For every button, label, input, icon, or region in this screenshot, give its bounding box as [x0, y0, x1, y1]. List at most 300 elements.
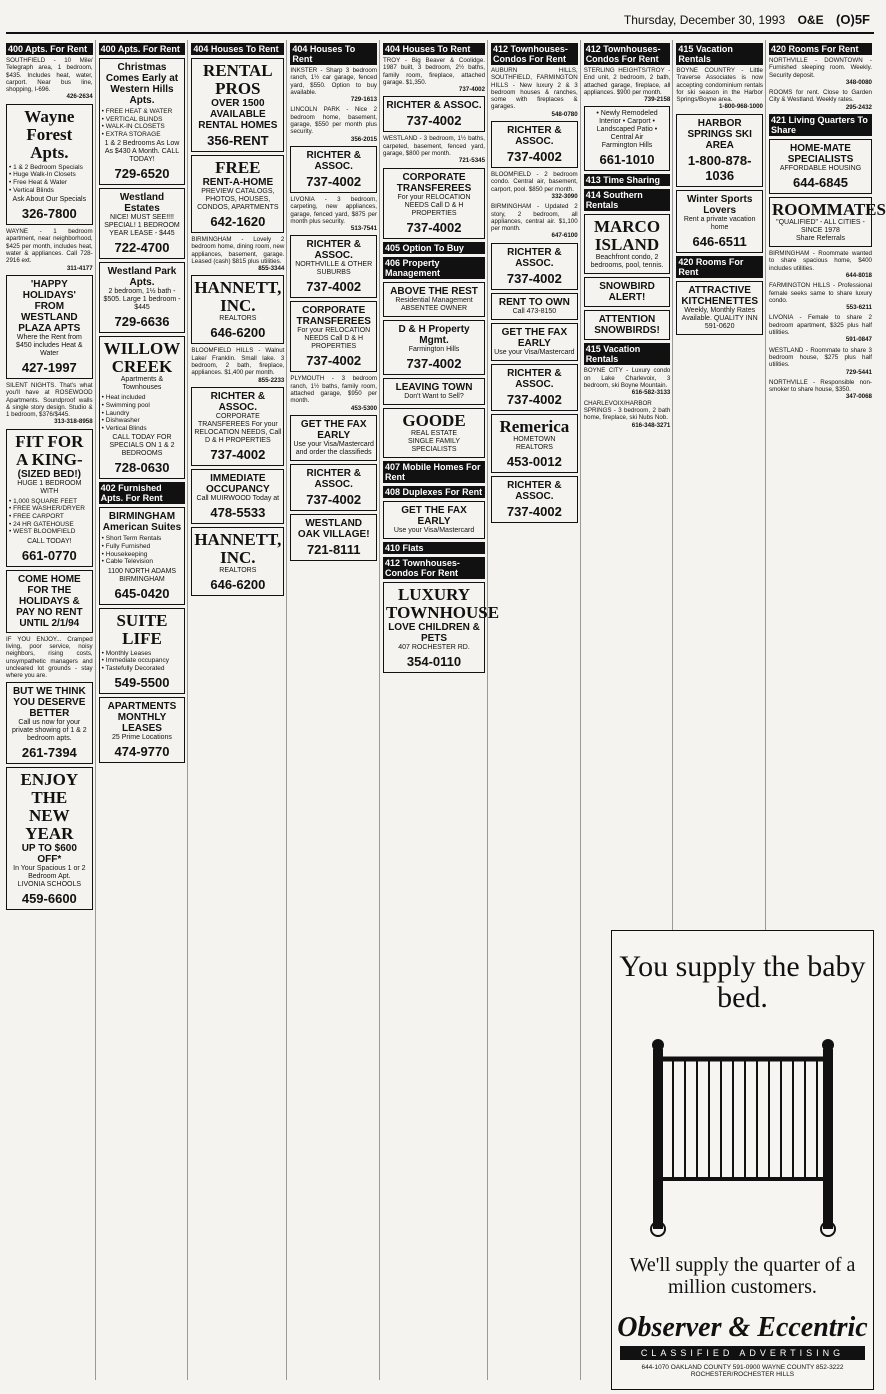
ad-feature: • 1 & 2 Bedroom Specials — [9, 164, 90, 172]
display-ad — [191, 387, 284, 466]
section-header: 400 Apts. For Rent — [99, 43, 186, 55]
ad-feature: • Immediate occupancy — [102, 657, 183, 665]
section-header: 410 Flats — [383, 542, 485, 554]
display-ad — [491, 293, 578, 320]
ad-title: LUXURY TOWNHOUSE — [386, 584, 500, 622]
ad-text: BOYNE COUNTRY - Little Traverse Associates is now accepting condominium rentals for ski season in the Harbor Springs/Boyne area. — [676, 67, 763, 104]
display-ad — [99, 336, 186, 479]
section-header: 415 Vacation Rentals — [584, 343, 671, 365]
ad-feature: • Dishwasher — [102, 417, 183, 425]
display-ad — [191, 527, 284, 596]
ad-phone: 549-5500 — [114, 674, 170, 690]
ad-feature: • Short Term Rentals — [102, 535, 183, 543]
ad-line: 2 bedroom, 1½ bath - $505. Large 1 bedroom - $445 — [103, 288, 181, 312]
ad-feature: • Heat included — [102, 394, 183, 402]
ad-line: Use your Visa/Mastercard and order the classifieds — [293, 440, 374, 456]
ad-line: OVER 1500 AVAILABLE RENTAL HOMES — [198, 98, 278, 131]
ad-feature: • EXTRA STORAGE — [102, 131, 183, 139]
display-ad — [290, 464, 377, 511]
ad-feature-list — [9, 164, 90, 194]
display-ad — [191, 469, 284, 524]
ad-phone-footer: 644-1070 OAKLAND COUNTY 591-0900 WAYNE COUNTY 852-3222 ROCHESTER/ROCHESTER HILLS — [641, 1364, 844, 1378]
display-ad — [6, 682, 93, 764]
display-ad — [769, 139, 872, 194]
classified-ad — [584, 400, 671, 429]
ad-text: WESTLAND - 3 bedroom, 1½ baths, carpeted, basement, fenced yard, garage, $800 per month. — [383, 135, 486, 158]
ad-feature: • Housekeeping — [102, 551, 183, 559]
ad-line: HOMETOWN REALTORS — [513, 435, 556, 451]
ad-phone: 553-6211 — [846, 304, 872, 312]
display-ad — [383, 168, 485, 239]
ad-line: CORPORATE TRANSFEREES — [396, 171, 472, 194]
ad-feature: • WALK-IN CLOSETS — [102, 123, 183, 131]
display-ad — [191, 275, 284, 344]
ad-line: COME HOME FOR THE HOLIDAYS & PAY NO RENT UNTIL 2/1/94 — [16, 573, 83, 629]
ad-line: ABSENTEE OWNER — [400, 304, 468, 312]
ad-phone: 478-5533 — [210, 504, 266, 520]
ad-phone: 642-1620 — [210, 214, 266, 229]
ad-title: HANNETT, INC. — [194, 278, 282, 316]
ad-title: Wayne Forest Apts. — [24, 106, 75, 162]
ad-text: SILENT NIGHTS. That's what you'll have at ROSEWOOD Apartments. Soundproof walls & single story design. Studio & 1 bedroom, $376/$445. — [6, 381, 93, 419]
display-ad — [676, 114, 763, 187]
ad-phone: 855-3344 — [258, 265, 285, 273]
ad-phone: 1-800-878-1036 — [687, 152, 752, 183]
classified-ad — [584, 67, 671, 103]
ad-phone: 356-2015 — [350, 135, 378, 143]
ad-line: IMMEDIATE OCCUPANCY — [205, 472, 270, 495]
ad-phone: 729-5441 — [845, 368, 872, 376]
ad-text: FARMINGTON HILLS - Professional female seeks same to share luxury condo. — [769, 282, 872, 304]
ad-phone: 426-2634 — [66, 93, 93, 101]
ad-phone: 459-6600 — [21, 891, 77, 907]
ad-phone: 645-0420 — [114, 585, 170, 601]
column-5 — [383, 40, 500, 1380]
ad-text: IF YOU ENJOY... Cramped living, poor service, noisy neighbors, rising costs, unsympathetic managers and uncleared lot grounds - stay where you are. — [6, 635, 93, 680]
ad-phone: 453-0012 — [506, 453, 562, 469]
ad-line: WESTLAND OAK VILLAGE! — [297, 517, 370, 540]
ad-line: 25 Prime Locations — [112, 733, 172, 741]
ad-phone: 513-7541 — [350, 225, 378, 233]
ad-line: BUT WE THINK YOU DESERVE BETTER — [12, 686, 86, 720]
ad-phone: 661-0770 — [21, 547, 77, 563]
ad-phone: 729-1613 — [350, 96, 378, 104]
ad-line: Use your Visa/Mastercard — [393, 526, 475, 534]
ad-title: SUITE LIFE — [116, 610, 168, 648]
ad-title: MARCO ISLAND — [593, 217, 661, 255]
ad-line: RENT TO OWN — [498, 296, 570, 308]
classified-ad — [6, 228, 93, 272]
ad-feature: • Swimming pool — [102, 402, 183, 410]
ad-line: ABOVE THE REST — [390, 285, 478, 297]
ad-text: LIVONIA - 3 bedroom, carpeting, new appliances, garage, fenced yard, $875 per month plus security. — [290, 195, 378, 225]
ad-text: CHARLEVOIX/HARBOR SPRINGS - 3 bedroom, 2 bath home, fireplace, ski Nubs Nob. — [583, 399, 671, 422]
ad-line: Residential Management — [395, 296, 473, 304]
ad-phone: 737-4002 — [406, 219, 462, 235]
section-header: 414 Southern Rentals — [584, 189, 671, 211]
ad-feature-list — [9, 498, 90, 536]
ad-line: Rent a private vacation home — [683, 215, 756, 231]
display-ad — [491, 476, 578, 523]
ad-title: HANNETT, INC. — [194, 529, 282, 567]
classified-ad — [383, 57, 485, 93]
section-header: 405 Option To Buy — [383, 242, 485, 254]
section-header: 406 Property Management — [383, 257, 485, 279]
ad-line: Call 473-8150 — [512, 307, 557, 315]
section-header: 413 Time Sharing — [584, 174, 671, 186]
classified-ad — [769, 347, 872, 376]
ad-line: In Your Spacious 1 or 2 Bedroom Apt. — [13, 865, 86, 881]
ad-feature-list — [102, 535, 183, 565]
ad-feature: • 1,000 SQUARE FEET — [9, 498, 90, 506]
crib-illustration — [643, 1019, 843, 1239]
display-ad — [6, 767, 93, 910]
ad-title: RENTAL PROS — [203, 61, 273, 98]
ad-line: HUGE 1 BEDROOM WITH — [17, 479, 82, 495]
ad-line: RICHTER & ASSOC. — [507, 125, 562, 148]
display-ad — [383, 282, 485, 317]
ad-line: "QUALIFIED" - ALL CITIES - SINCE 1978 — [776, 219, 865, 235]
section-header: 412 Townhouses-Condos For Rent — [584, 43, 671, 65]
ad-title: Remerica — [499, 416, 570, 436]
display-ad — [290, 514, 377, 561]
ad-line: Beachfront condo, 2 bedrooms, pool, tennis. — [590, 254, 664, 270]
ad-line: CALL TODAY FOR SPECIALS ON 1 & 2 BEDROOMS — [109, 434, 175, 458]
ad-feature: • Huge Walk-In Closets — [9, 171, 90, 179]
display-ad — [584, 106, 671, 171]
ad-line: D & H Property Mgmt. — [398, 323, 470, 346]
ad-phone: 855-2233 — [258, 376, 285, 384]
ad-line: PREVIEW CATALOGS, PHOTOS, HOUSES, CONDOS, APARTMENTS — [197, 188, 279, 211]
ad-phone: 591-0847 — [845, 336, 872, 344]
ad-feature: • VERTICAL BLINDS — [102, 116, 183, 124]
ad-feature: • FREE CARPORT — [9, 513, 90, 521]
ad-text: SOUTHFIELD - 10 Mile/ Telegraph area, 1 bedroom, $435. Includes heat, water, carport. Near bus line, shopping, I-696. — [6, 57, 93, 94]
column-3 — [191, 40, 287, 1380]
ad-line: Apartments & Townhouses — [120, 376, 164, 392]
section-header: 404 Houses To Rent — [383, 43, 485, 55]
ad-line: LIVONIA SCHOOLS — [17, 881, 82, 889]
ad-line: Share Referrals — [795, 235, 846, 243]
ad-line: RICHTER & ASSOC. — [507, 246, 562, 269]
display-ad — [290, 146, 377, 193]
display-ad — [290, 415, 377, 461]
classified-ad — [290, 106, 377, 142]
ad-line: 'HAPPY HOLIDAYS' FROM WESTLAND PLAZA APTS — [18, 278, 81, 334]
ad-phone: 347-0068 — [845, 393, 872, 401]
ad-feature: • Laundry — [102, 410, 183, 418]
ad-line: NORTHVILLE & OTHER SUBURBS — [295, 261, 373, 277]
ad-text: WAYNE - 1 bedroom apartment, near neighborhood, $425 per month, includes heat, water & appliances. Call 728-2916 ext. — [6, 228, 93, 265]
classified-ad — [769, 89, 872, 111]
ad-line: REALTORS — [219, 315, 257, 323]
ad-feature: • FREE WASHER/DRYER — [9, 505, 90, 513]
ad-feature: • Fully Furnished — [102, 543, 183, 551]
ad-line: HARBOR SPRINGS SKI AREA — [687, 117, 752, 151]
classified-ad — [290, 67, 377, 103]
display-ad — [676, 281, 763, 335]
ad-phone: 722-4700 — [114, 240, 170, 256]
classified-ad — [769, 282, 872, 311]
masthead — [6, 6, 874, 34]
ad-title: ENJOY THE NEW YEAR — [20, 770, 79, 844]
ad-line: CORPORATE TRANSFEREES For your RELOCATION NEEDS, Call D & H PROPERTIES — [194, 412, 282, 444]
ad-phone: 616-582-3133 — [631, 389, 671, 397]
ad-text: STERLING HEIGHTS/TROY - End unit, 2 bedroom, 2 bath, attached garage, fireplace, all appliances. $900 per month. — [583, 67, 671, 96]
ad-line: Farmington Hills — [601, 142, 653, 150]
ad-line: ATTENTION SNOWBIRDS! — [594, 314, 660, 337]
section-header: 421 Living Quarters To Share — [769, 114, 872, 136]
ad-title: WILLOW CREEK — [103, 339, 181, 377]
classified-ad — [191, 236, 284, 272]
ad-feature: • Free Heat & Water — [9, 179, 90, 187]
ad-line: SNOWBIRD ALERT! — [599, 281, 655, 304]
ad-line: ATTRACTIVE KITCHENETTES — [681, 284, 758, 307]
ad-phone: 313-318-8958 — [54, 418, 93, 426]
ad-line: SINGLE FAMILY SPECIALISTS — [408, 437, 461, 453]
ad-phone: 644-6845 — [793, 175, 848, 191]
ad-line: UP TO $600 OFF* — [21, 843, 77, 866]
ad-feature: • Tastefully Decorated — [102, 665, 183, 673]
display-ad — [99, 507, 186, 604]
ad-line: APARTMENTS MONTHLY LEASES — [107, 700, 177, 734]
display-ad — [491, 414, 578, 473]
ad-line: Ask About Our Specials — [12, 196, 87, 204]
display-ad — [676, 190, 763, 253]
ad-line: 1 & 2 Bedrooms As Low As $430 A Month. CALL TODAY! — [104, 140, 180, 164]
display-ad — [6, 104, 93, 225]
display-ad — [383, 408, 485, 458]
display-ad — [99, 262, 186, 333]
display-ad — [491, 364, 578, 411]
ad-line: Farmington Hills — [408, 345, 460, 353]
section-header: 404 Houses To Rent — [290, 43, 377, 65]
ad-line: RICHTER & ASSOC. — [210, 390, 266, 413]
ad-phone: 721-5345 — [458, 157, 486, 165]
ad-line: Use your Visa/Mastercard — [494, 348, 575, 356]
ad-line: CORPORATE TRANSFEREES — [296, 305, 371, 328]
ad-title: GOODE — [402, 410, 466, 430]
ad-text: BOYNE CITY - Luxury condo on Lake Charlevoix, 3 bedroom, ski Boyne Mountain. — [583, 367, 671, 390]
classified-ad — [6, 382, 93, 426]
ad-phone: 737-4002 — [210, 446, 266, 462]
ad-phone: 739-2158 — [644, 96, 671, 104]
ad-line: CALL TODAY! — [27, 537, 72, 545]
ad-phone: 295-2432 — [845, 103, 872, 111]
ad-phone: 332-3090 — [551, 192, 578, 200]
ad-phone: 729-6520 — [114, 166, 170, 182]
ad-text: BIRMINGHAM - Lovely 2 bedroom home, dining room, new appliances, basement, garage. Leased (cash) $815 plus utilities. — [191, 236, 285, 265]
ad-phone: 453-5300 — [350, 404, 378, 412]
section-header: 402 Furnished Apts. For Rent — [99, 482, 186, 504]
classified-ad — [491, 67, 578, 118]
section-header: 420 Rooms For Rent — [769, 43, 872, 55]
classified-ad — [491, 203, 578, 239]
ad-line: 1100 NORTH ADAMS BIRMINGHAM — [107, 567, 177, 583]
ad-line: RENT-A-HOME — [202, 177, 274, 188]
display-ad — [6, 570, 93, 633]
ad-line: RICHTER & ASSOC. — [386, 100, 482, 112]
ad-feature: • FREE HEAT & WATER — [102, 108, 183, 116]
page-number: (O)5F — [836, 12, 870, 27]
classified-ad — [491, 171, 578, 200]
ad-phone: 737-4002 — [306, 279, 362, 295]
ad-title: FREE — [215, 158, 261, 177]
section-header: 404 Houses To Rent — [191, 43, 284, 55]
ad-phone: 311-4177 — [66, 264, 93, 272]
classified-ad — [676, 67, 763, 111]
ad-phone: 427-1997 — [21, 359, 77, 375]
classified-ad — [584, 367, 671, 396]
ad-phone: 737-4002 — [306, 353, 362, 369]
ad-phone: 348-0080 — [845, 78, 872, 86]
column-6 — [491, 40, 581, 1380]
ad-phone: 737-4002 — [458, 86, 486, 94]
classified-ad — [769, 379, 872, 401]
ad-line: BIRMINGHAM American Suites — [102, 511, 182, 534]
ad-text: BLOOMFIELD - 2 bedroom condo. Central air, basement, carport, pool. $850 per month. — [491, 171, 578, 193]
ad-headline: You supply the baby bed. — [619, 950, 866, 1014]
section-header: 415 Vacation Rentals — [676, 43, 763, 65]
section-header: 408 Duplexes For Rent — [383, 486, 485, 498]
ad-phone: 737-4002 — [406, 355, 462, 371]
ad-line: (SIZED BED!) — [17, 468, 81, 480]
ad-line: RICHTER & ASSOC. — [507, 479, 562, 502]
ad-line: Where the Rent from $450 includes Heat & Water — [16, 333, 83, 357]
ad-text: NORTHVILLE - DOWNTOWN - Furnished sleeping room. Weekly. Security deposit. — [769, 57, 872, 79]
display-ad — [584, 310, 671, 340]
ad-feature: • 24 HR GATEHOUSE — [9, 521, 90, 529]
ad-line: For your RELOCATION NEEDS Call D & H PROPERTIES — [297, 327, 371, 351]
display-ad — [383, 501, 485, 539]
display-ad — [383, 96, 485, 132]
column-2 — [99, 40, 189, 1380]
ad-phone: 737-4002 — [506, 391, 562, 407]
ad-text: NORTHVILLE - Responsible non-smoker to share house, $350. — [769, 378, 872, 394]
ad-title: ROOMMATES — [772, 200, 886, 220]
classified-ad — [769, 250, 872, 279]
ad-phone: 644-8018 — [845, 271, 872, 279]
ad-phone: 647-6100 — [551, 232, 578, 240]
classified-ad — [6, 636, 93, 680]
ad-title: FIT FOR A KING- — [15, 431, 84, 469]
display-ad — [6, 429, 93, 567]
observer-eccentric-ad — [611, 930, 874, 1390]
section-header: 400 Apts. For Rent — [6, 43, 93, 55]
ad-phone: 721-8111 — [306, 541, 361, 557]
ad-text: BIRMINGHAM - Roommate wanted to share spacious home, $400 includes utilities. — [769, 250, 872, 272]
ad-line: Westland Estates — [119, 192, 165, 215]
classified-banner: CLASSIFIED ADVERTISING — [620, 1346, 865, 1360]
ad-feature-list — [102, 108, 183, 138]
ad-tagline: We'll supply the quarter of a million customers. — [629, 1254, 856, 1298]
ad-text: BIRMINGHAM - Updated 2 story, 2 bedroom, all appliances, central air. $1,100 per month. — [491, 203, 578, 233]
ad-phone: 728-0630 — [114, 460, 170, 476]
ad-feature: • WEST BLOOMFIELD — [9, 528, 90, 536]
ad-line: Call us now for your private showing of 1 & 2 bedroom apts. — [11, 719, 87, 743]
ad-phone: 737-4002 — [306, 491, 362, 507]
ad-line: REALTORS — [219, 566, 257, 574]
ad-text: AUBURN HILLS, SOUTHFIELD, FARMINGTON HILLS - New luxury 2 & 3 bedroom houses & ranches, some with fireplaces & garages. — [491, 67, 578, 111]
ad-line: NICE! MUST SEE!!!! SPECIAL! 1 BEDROOM YEAR LEASE - $445 — [104, 214, 180, 238]
column-4 — [290, 40, 380, 1380]
ad-line: LEAVING TOWN — [395, 381, 473, 393]
ad-line: GET THE FAX EARLY — [401, 504, 467, 527]
ad-line: Westland Park Apts. — [107, 266, 177, 289]
ad-line: Weekly, Monthly Rates Available. QUALITY INN 591-0620 — [681, 306, 758, 330]
issue-date: Thursday, December 30, 1993 — [623, 13, 786, 27]
ad-phone: 616-348-3271 — [631, 421, 671, 429]
display-ad — [491, 323, 578, 361]
classified-ad — [769, 314, 872, 343]
ad-phone: 356-RENT — [207, 133, 269, 148]
ad-feature: • Monthly Leases — [102, 650, 183, 658]
ad-phone: 1-800-968-1000 — [718, 103, 763, 111]
ad-phone: 646-6511 — [692, 233, 747, 249]
ad-phone: 737-4002 — [506, 503, 562, 519]
ad-phone: 646-6200 — [210, 576, 266, 592]
section-header: 412 Townhouses-Condos For Rent — [491, 43, 578, 65]
ad-line: RICHTER & ASSOC. — [306, 467, 361, 490]
display-ad — [383, 320, 485, 375]
ad-line: RICHTER & ASSOC. — [306, 149, 361, 172]
display-ad — [769, 197, 886, 247]
ad-text: WESTLAND - Roommate to share 3 bedroom house, $275 plus half utilities. — [769, 346, 872, 369]
ad-phone: 661-1010 — [599, 152, 655, 168]
display-ad — [99, 608, 186, 694]
column-1 — [6, 40, 96, 1380]
ad-line: 407 ROCHESTER RD. — [398, 643, 470, 651]
ad-phone: 474-9770 — [114, 743, 170, 759]
ad-line: GET THE FAX EARLY — [300, 418, 367, 441]
ad-line: Winter Sports Lovers — [686, 193, 753, 216]
ad-phone: 737-4002 — [406, 113, 462, 129]
ad-text: PLYMOUTH - 3 bedroom ranch, 1½ baths, family room, attached garage, $950 per month. — [290, 375, 378, 405]
display-ad — [99, 697, 186, 763]
display-ad — [491, 243, 578, 290]
newspaper-logo: Observer & Eccentric — [617, 1312, 868, 1343]
ad-line: For your RELOCATION NEEDS Call D & H PROPERTIES — [397, 193, 471, 217]
ad-line: AFFORDABLE HOUSING — [779, 165, 862, 173]
ad-feature-list — [102, 394, 183, 432]
display-ad — [383, 378, 485, 405]
ad-feature: • Vertical Blinds — [102, 425, 183, 433]
display-ad — [383, 582, 500, 673]
ad-phone: 737-4002 — [506, 270, 562, 286]
ad-text: INKSTER - Sharp 3 bedroom ranch, 1½ car garage, fenced yard, $550. Option to buy available. — [290, 67, 378, 96]
ad-phone: 646-6200 — [210, 325, 266, 341]
ad-line: HOME-MATE SPECIALISTS — [787, 143, 854, 166]
ad-line: Call MUIRWOOD Today at — [196, 494, 280, 502]
classified-ad — [383, 135, 485, 164]
ad-text: TROY - Big Beaver & Coolidge. 1987 built, 3 bedroom, 2½ baths, family room, fireplace, attached garage. $1,350. — [383, 57, 486, 86]
classified-ad — [6, 57, 93, 101]
display-ad — [584, 277, 671, 307]
display-ad — [290, 301, 377, 372]
ad-text: BLOOMFIELD HILLS - Walnut Lake/ Franklin. Small lake. 3 bedroom, 2 bath, fireplace, appliances. $1,400 per month. — [191, 347, 285, 377]
ad-phone: 737-4002 — [506, 149, 562, 165]
section-header: 407 Mobile Homes For Rent — [383, 461, 485, 483]
ad-line: Don't Want to Sell? — [404, 392, 464, 400]
classified-ad — [290, 196, 377, 232]
ad-line: REAL ESTATE — [410, 429, 458, 437]
display-ad — [191, 155, 284, 233]
ad-line: • Newly Remodeled Interior • Carport • Landscaped Patio • Central Air — [596, 110, 658, 142]
classified-ad — [290, 375, 377, 411]
publication-name: O&E — [797, 13, 824, 27]
ad-line: RICHTER & ASSOC. — [507, 367, 562, 390]
ad-phone: 729-6636 — [114, 314, 170, 330]
